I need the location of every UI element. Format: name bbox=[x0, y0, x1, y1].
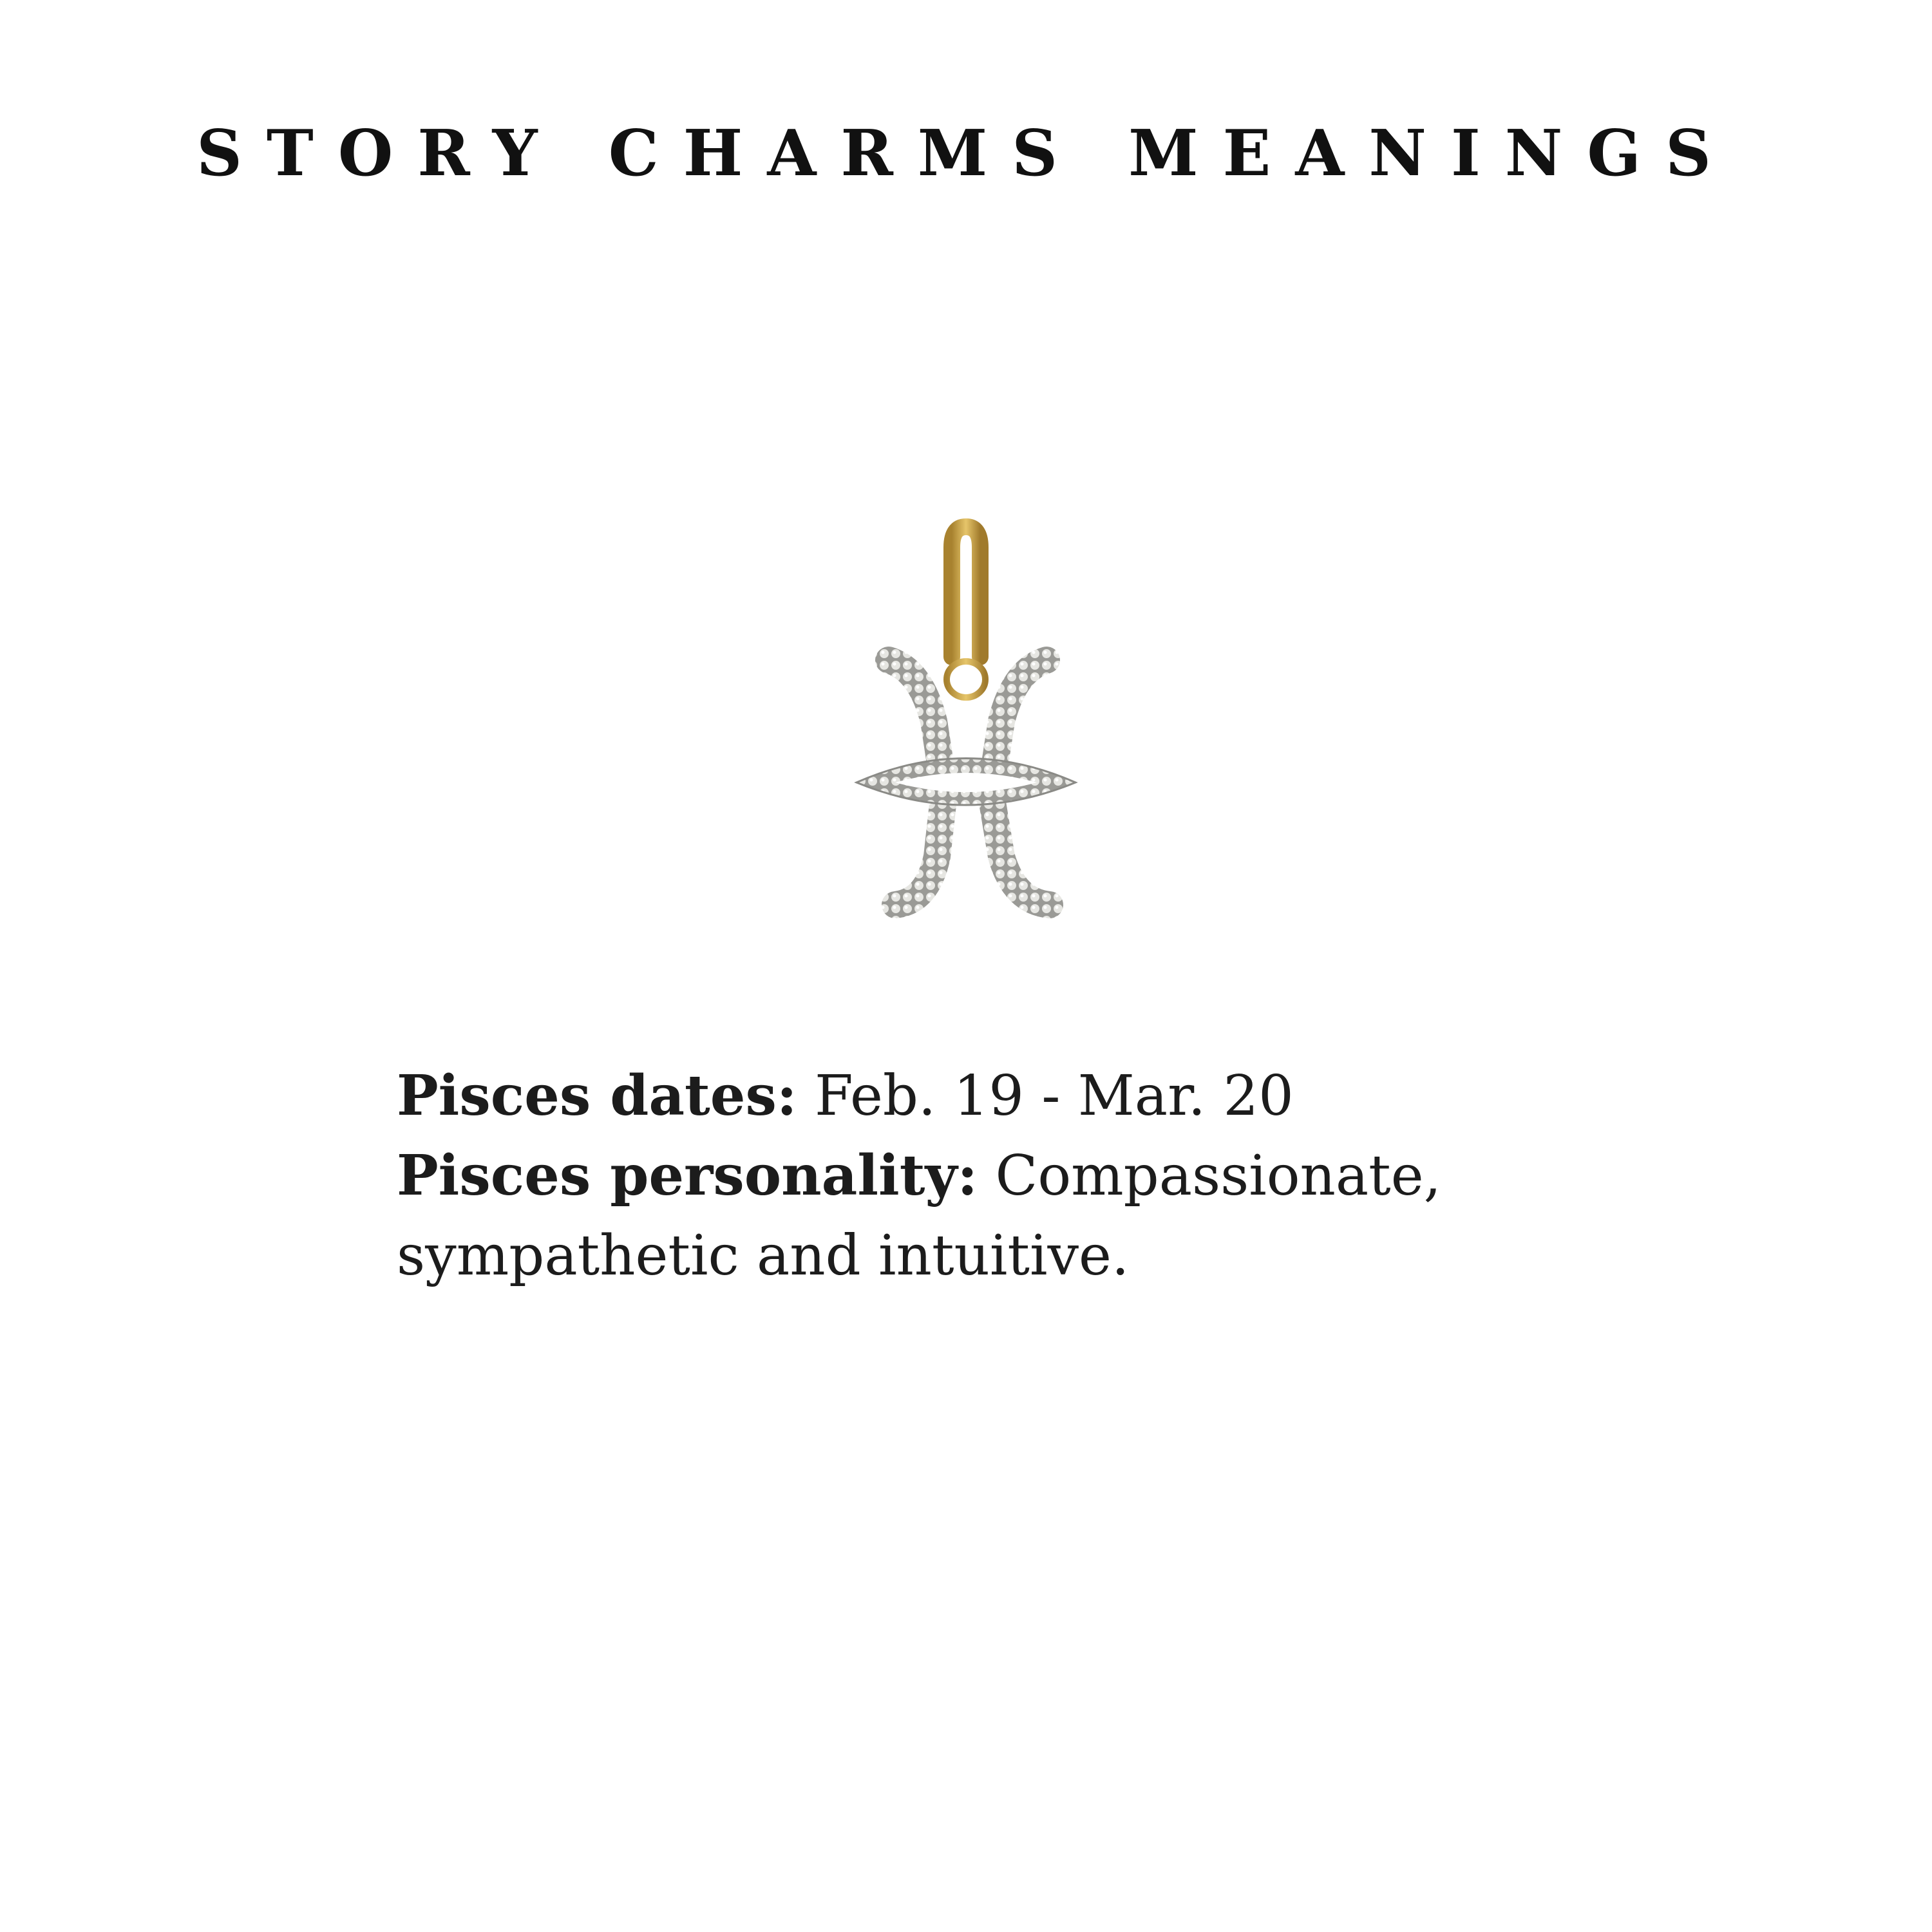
personality-value: Compassionate, bbox=[995, 1144, 1441, 1208]
dates-line bbox=[397, 1056, 1685, 1136]
dates-value: Feb. 19 - Mar. 20 bbox=[815, 1064, 1294, 1128]
pisces-details bbox=[397, 1056, 1685, 1296]
page-title: STORY CHARMS MEANINGS bbox=[196, 117, 1736, 191]
personality-label: Pisces personality: bbox=[397, 1143, 978, 1208]
personality-line bbox=[397, 1136, 1685, 1216]
dates-label: Pisces dates: bbox=[397, 1063, 797, 1128]
pisces-charm-icon bbox=[844, 509, 1088, 921]
personality-value-continued: sympathetic and intuitive. bbox=[397, 1224, 1130, 1288]
